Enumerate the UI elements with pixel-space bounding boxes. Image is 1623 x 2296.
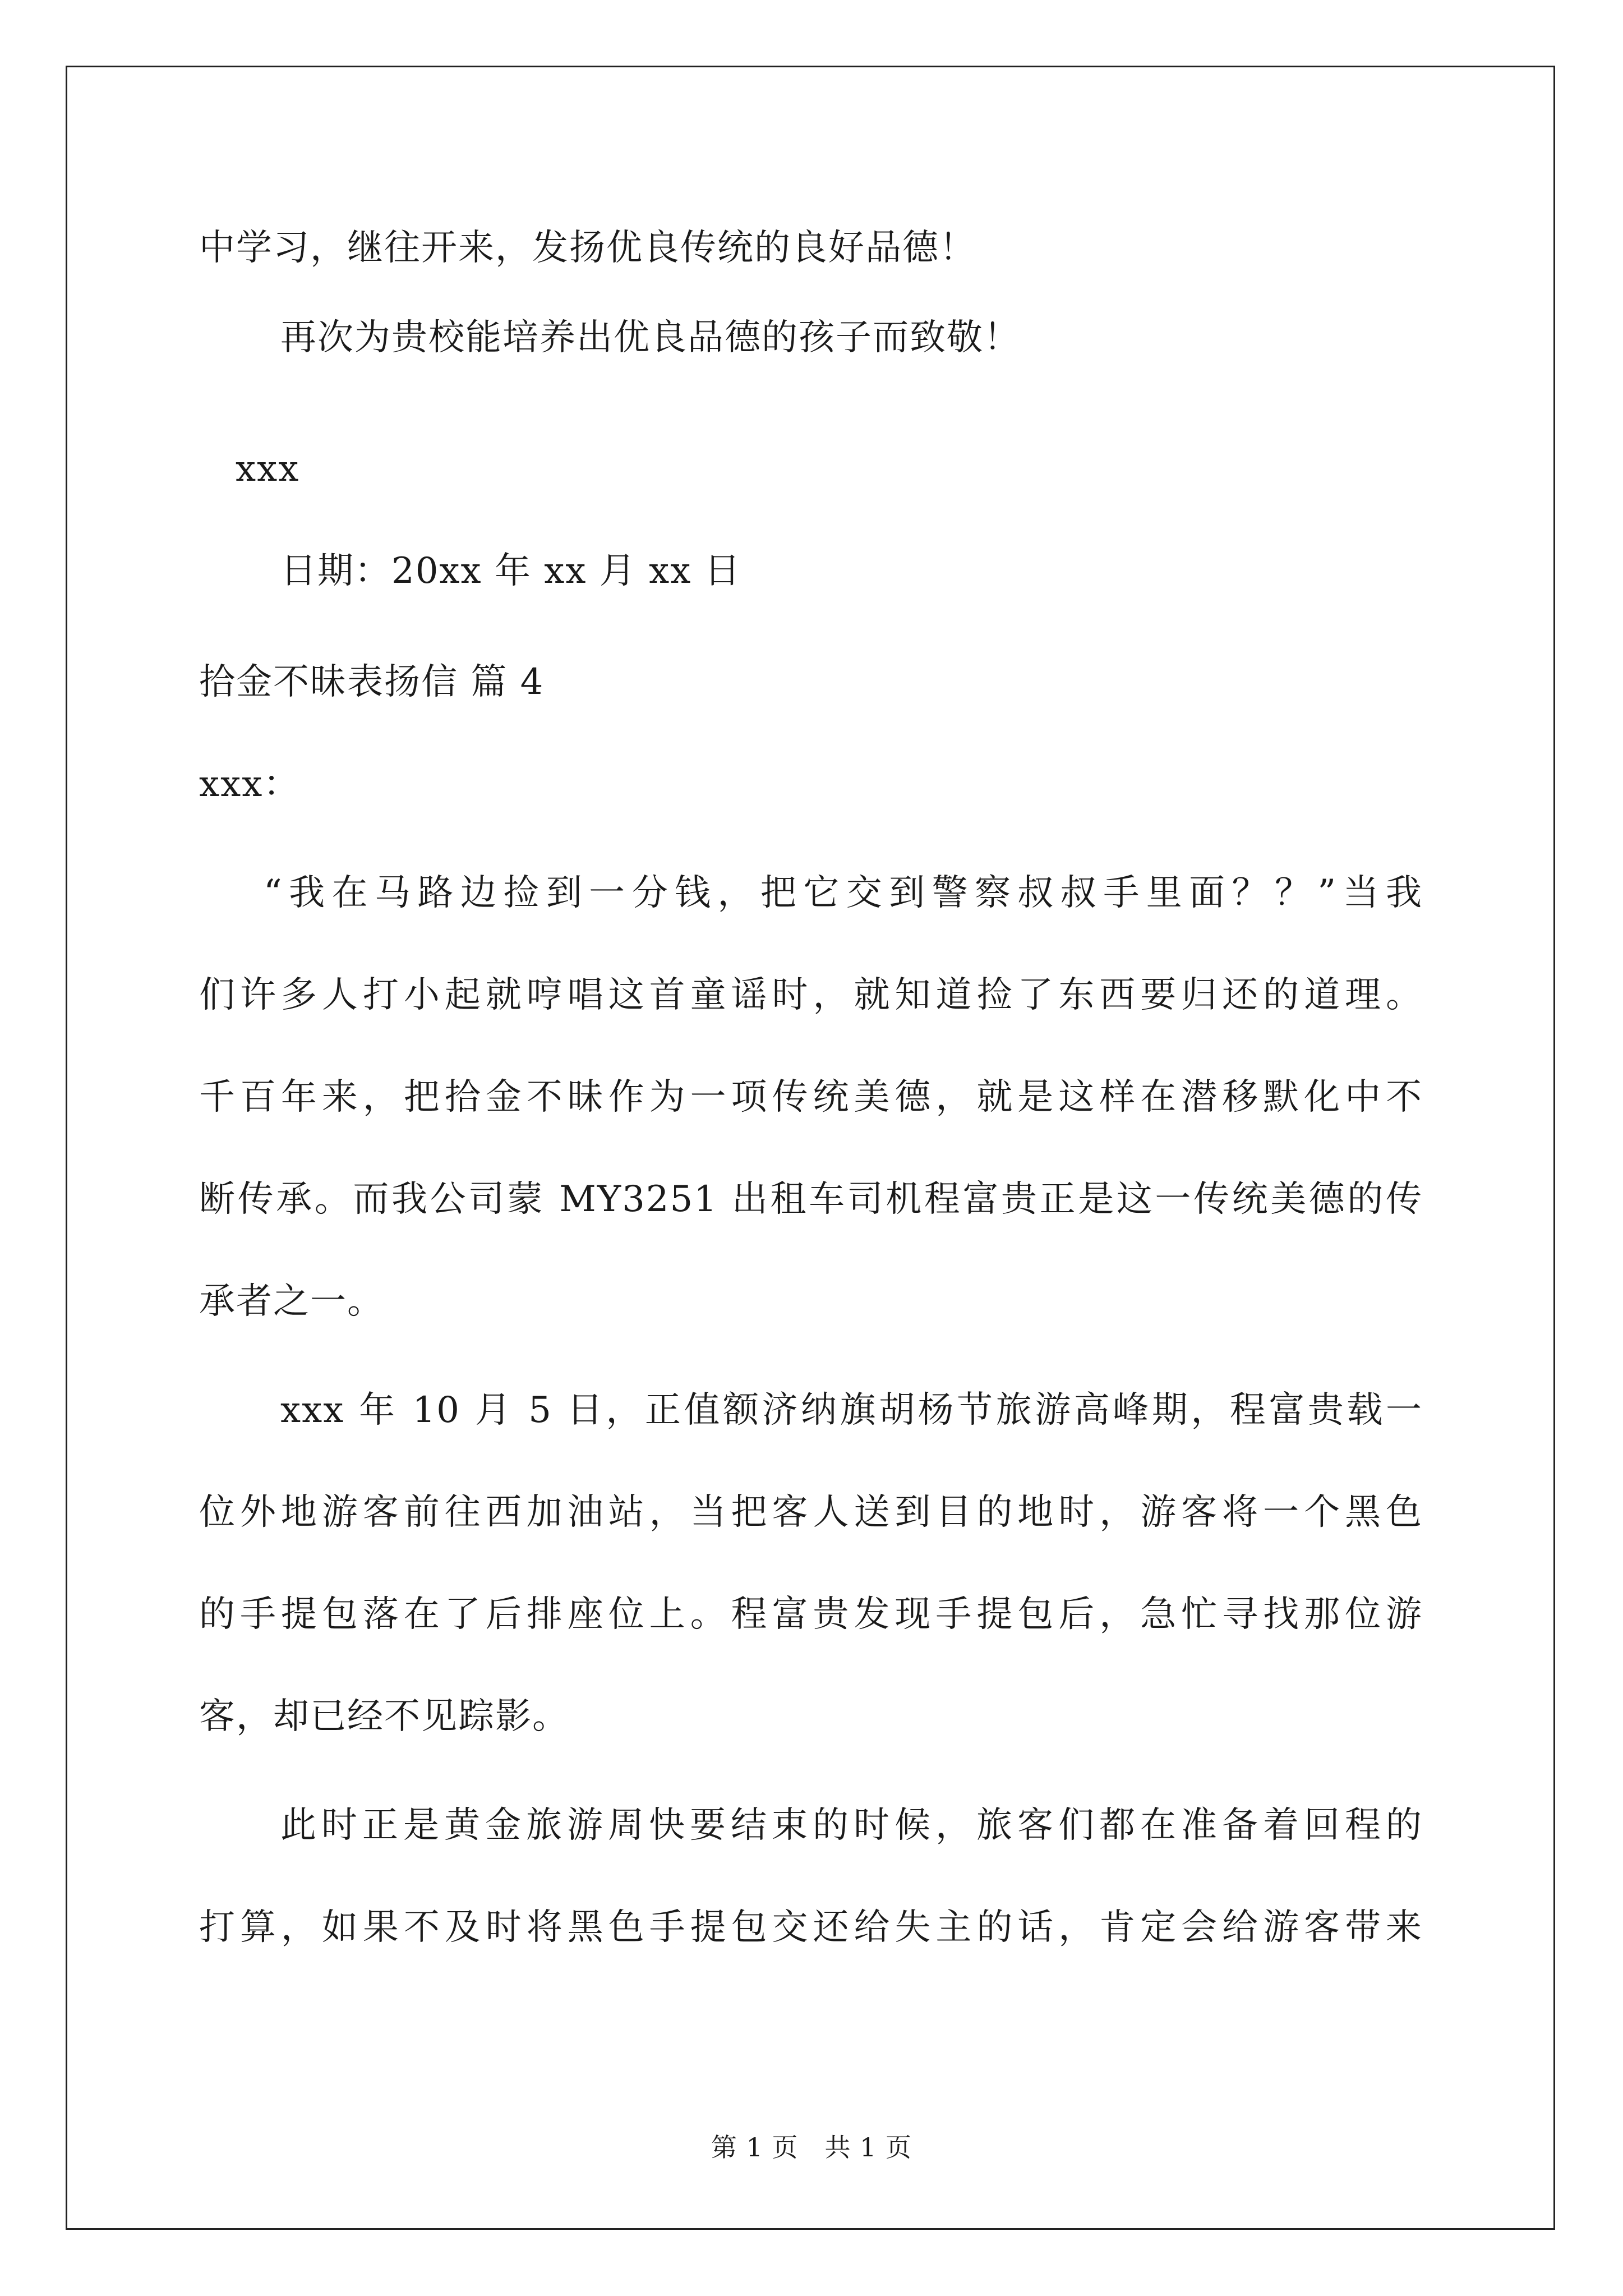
- text-line: 承者之一。: [199, 1281, 384, 1322]
- text-line: 打算，如果不及时将黑色手提包交还给失主的话，肯定会给游客带来: [199, 1907, 1423, 1948]
- text-line: 千百年来，把拾金不昧作为一项传统美德，就是这样在潜移默化中不: [199, 1076, 1423, 1118]
- text-line: 的手提包落在了后排座位上。程富贵发现手提包后，急忙寻找那位游: [199, 1594, 1423, 1635]
- text-line: “我在马路边捡到一分钱，把它交到警察叔叔手里面？？”当我: [264, 872, 1423, 914]
- text-line: 们许多人打小起就哼唱这首童谣时，就知道捡了东西要归还的道理。: [199, 974, 1423, 1016]
- section-heading: 拾金不昧表扬信 篇 4: [199, 661, 545, 703]
- page-footer: 第 1 页 共 1 页: [711, 2132, 912, 2162]
- signature-line: xxx: [236, 448, 300, 490]
- text-line: 位外地游客前往西加油站，当把客人送到目的地时，游客将一个黑色: [199, 1492, 1423, 1533]
- date-line: 日期：20xx 年 xx 月 xx 日: [280, 550, 741, 592]
- text-line: 此时正是黄金旅游周快要结束的时候，旅客们都在准备着回程的: [280, 1805, 1423, 1846]
- text-line: 断传承。而我公司蒙 MY3251 出租车司机程富贵正是这一传统美德的传: [199, 1179, 1423, 1220]
- text-line: xxx 年 10 月 5 日，正值额济纳旗胡杨节旅游高峰期，程富贵载一: [280, 1389, 1423, 1431]
- salutation: xxx：: [199, 763, 301, 805]
- text-line: 再次为贵校能培养出优良品德的孩子而致敬！: [280, 317, 1021, 358]
- text-line: 中学习，继往开来，发扬优良传统的良好品德！: [199, 227, 976, 269]
- text-line: 客，却已经不见踪影。: [199, 1696, 569, 1737]
